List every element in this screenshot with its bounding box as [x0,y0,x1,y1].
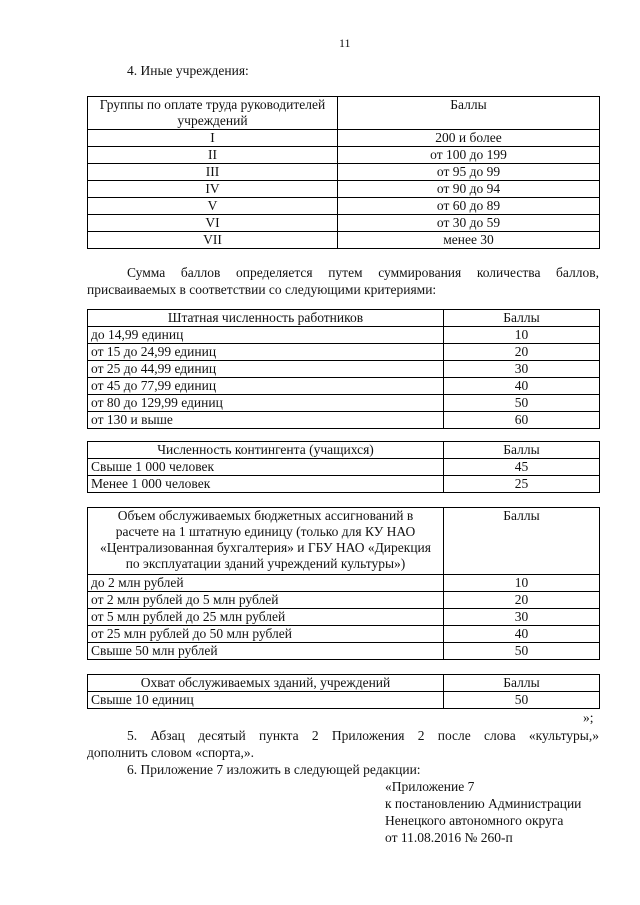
group-cell: VI [88,215,338,232]
points-cell: 200 и более [338,130,600,147]
groups-table [87,96,600,249]
table-row [88,643,600,660]
table-header-row [88,508,600,575]
table-header-row [88,310,600,327]
group-cell: I [88,130,338,147]
staff-header: Штатная численность работников [88,310,444,327]
staff-table [87,309,600,429]
table-row [88,609,600,626]
table-row [88,378,600,395]
table-header-row [88,97,600,130]
points-cell: менее 30 [338,232,600,249]
points-cell: 30 [444,609,600,626]
budget-header-line: Объем обслуживаемых бюджетных ассигнований в [117,508,414,523]
sum-paragraph-line2: присваиваемых в соответствии со следующими критериями: [87,282,437,297]
buildings-table [87,674,600,709]
points-header: Баллы [444,508,600,575]
points-cell: 30 [444,361,600,378]
item5-line1: 5. Абзац десятый пункта 2 Приложения 2 после слова «культуры,» [127,728,599,743]
item6-text: 6. Приложение 7 изложить в следующей редакции: [127,762,421,777]
table-row [88,361,600,378]
criteria-cell: Свыше 50 млн рублей [88,643,444,660]
students-table [87,441,600,493]
table-header-row [88,442,600,459]
criteria-cell: от 2 млн рублей до 5 млн рублей [88,592,444,609]
criteria-cell: от 5 млн рублей до 25 млн рублей [88,609,444,626]
points-cell: от 100 до 199 [338,147,600,164]
group-cell: VII [88,232,338,249]
budget-table [87,507,600,660]
students-header: Численность контингента (учащихся) [88,442,444,459]
table-row [88,344,600,361]
budget-header-line: по эксплуатации зданий учреждений культуры») [125,556,406,571]
table-row [88,476,600,493]
budget-header [88,508,444,575]
appendix-line2: к постановлению Администрации [385,796,582,811]
group-cell: III [88,164,338,181]
points-header: Баллы [338,97,600,130]
buildings-header: Охват обслуживаемых зданий, учреждений [88,675,444,692]
table-row [88,626,600,643]
criteria-cell: от 80 до 129,99 единиц [88,395,444,412]
group-cell: V [88,198,338,215]
table-row [88,592,600,609]
table-row [88,130,600,147]
budget-header-line: «Централизованная бухгалтерия» и ГБУ НАО «Дирекция [100,540,431,555]
points-cell: 10 [444,575,600,592]
item5-line2: дополнить словом «спорта,». [87,745,255,760]
points-cell: 25 [444,476,600,493]
points-cell: 50 [444,692,600,709]
criteria-cell: от 25 до 44,99 единиц [88,361,444,378]
criteria-cell: от 45 до 77,99 единиц [88,378,444,395]
table-row [88,327,600,344]
table-row [88,198,600,215]
table-row [88,232,600,249]
section-heading: 4. Иные учреждения: [127,63,249,78]
points-header: Баллы [444,310,600,327]
sum-paragraph-line1: Сумма баллов определяется путем суммирования количества баллов, [127,265,599,280]
table-row [88,692,600,709]
criteria-cell: от 25 млн рублей до 50 млн рублей [88,626,444,643]
group-cell: IV [88,181,338,198]
table-row [88,575,600,592]
points-header: Баллы [444,442,600,459]
group-cell: II [88,147,338,164]
budget-header-line: расчете на 1 штатную единицу (только для КУ НАО [115,524,416,539]
points-cell: 40 [444,378,600,395]
points-cell: от 90 до 94 [338,181,600,198]
criteria-cell: от 15 до 24,99 единиц [88,344,444,361]
criteria-cell: до 2 млн рублей [88,575,444,592]
points-cell: от 95 до 99 [338,164,600,181]
points-cell: 45 [444,459,600,476]
criteria-cell: Свыше 10 единиц [88,692,444,709]
criteria-cell: Свыше 1 000 человек [88,459,444,476]
points-cell: 10 [444,327,600,344]
closing-quote: »; [583,710,594,725]
appendix-line4: от 11.08.2016 № 260-п [385,830,513,845]
appendix-line1: «Приложение 7 [385,779,475,794]
criteria-cell: до 14,99 единиц [88,327,444,344]
table-row [88,459,600,476]
page-number: 11 [339,36,351,50]
table-row [88,147,600,164]
groups-header: Группы по оплате труда руководителей учреждений [88,97,338,130]
points-header: Баллы [444,675,600,692]
table-row [88,412,600,429]
points-cell: 60 [444,412,600,429]
criteria-cell: от 130 и выше [88,412,444,429]
points-cell: 40 [444,626,600,643]
points-cell: 50 [444,643,600,660]
appendix-line3: Ненецкого автономного округа [385,813,564,828]
table-row [88,181,600,198]
points-cell: от 60 до 89 [338,198,600,215]
criteria-cell: Менее 1 000 человек [88,476,444,493]
table-row [88,215,600,232]
table-row [88,395,600,412]
points-cell: 20 [444,592,600,609]
points-cell: 50 [444,395,600,412]
table-row [88,164,600,181]
points-cell: от 30 до 59 [338,215,600,232]
points-cell: 20 [444,344,600,361]
table-header-row [88,675,600,692]
